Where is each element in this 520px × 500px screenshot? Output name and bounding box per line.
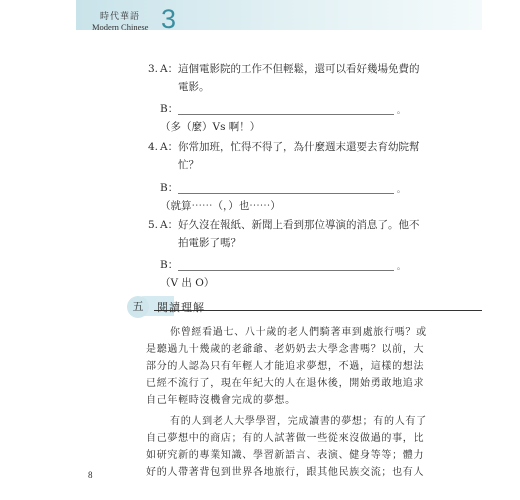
q3-number: 3. xyxy=(148,63,159,75)
q3-answer-line[interactable] xyxy=(178,114,394,115)
q4-number: 4. xyxy=(148,141,159,153)
q4-hint: （就算⋯⋯（，）也⋯⋯） xyxy=(160,200,281,212)
q5-answer-line[interactable] xyxy=(178,270,394,271)
q5-a-prefix: A： xyxy=(160,219,179,231)
q4-a-line1: 你常加班，忙得不得了，為什麼週末還要去育幼院幫 xyxy=(178,141,420,153)
q4-answer-line[interactable] xyxy=(178,193,394,194)
reading-p2-line1: 有的人到老人大學學習，完成讀書的夢想；有的人有了 xyxy=(170,416,427,427)
q5-a-line2: 拍電影了嗎？ xyxy=(178,237,241,249)
q5-b-prefix: B： xyxy=(160,259,179,271)
q3-a-line1: 這個電影院的工作不但輕鬆，還可以看好幾場免費的 xyxy=(178,63,420,75)
q5-number: 5. xyxy=(148,219,159,231)
q3-a-line2: 電影。 xyxy=(178,81,210,93)
book-title-english: Modern Chinese xyxy=(92,22,149,32)
q4-a-line2: 忙？ xyxy=(178,159,199,171)
page-number: 8 xyxy=(88,470,93,480)
q4-a-prefix: A： xyxy=(160,141,179,153)
section-number-badge: 五 xyxy=(127,296,149,318)
q3-hint: （多（麼）Vs 啊！） xyxy=(160,121,261,133)
reading-p1-line2: 是聽過九十幾歲的老爺爺、老奶奶去大學念書嗎？以前，大 xyxy=(146,344,425,355)
q5-a-line1: 好久沒在報紙、新聞上看到那位導演的消息了。他不 xyxy=(178,219,420,231)
reading-p1-line4: 已經不流行了，現在年紀大的人在退休後，開始勇敢地追求 xyxy=(146,378,425,389)
q4-b-prefix: B： xyxy=(160,182,179,194)
q5-end-mark: 。 xyxy=(397,262,405,271)
reading-p2-line2: 自己夢想中的商店；有的人試著做一些從來沒做過的事，比 xyxy=(146,433,425,444)
reading-p1-line1: 你曾經看過七、八十歲的老人們騎著車到處旅行嗎？或 xyxy=(170,327,427,338)
book-title-chinese: 時代華語 xyxy=(100,12,141,22)
volume-number: 3 xyxy=(161,4,177,34)
q5-hint: （V 出 O） xyxy=(160,277,215,289)
q3-end-mark: 。 xyxy=(397,106,405,115)
reading-p1-line3: 部分的人認為只有年輕人才能追求夢想，不過，這樣的想法 xyxy=(146,361,425,372)
q4-end-mark: 。 xyxy=(397,185,405,194)
reading-p2-line4: 好的人帶著背包到世界各地旅行，跟其他民族交流；也有人 xyxy=(146,467,425,478)
reading-p1-line5: 自己年輕時沒機會完成的夢想。 xyxy=(146,395,296,406)
q3-a-prefix: A： xyxy=(160,63,179,75)
section-title: 閱讀理解 xyxy=(157,301,205,314)
reading-p2-line3: 如研究新的專業知識、學習新語言、表演、健身等等；體力 xyxy=(146,450,425,461)
q3-b-prefix: B： xyxy=(160,103,179,115)
